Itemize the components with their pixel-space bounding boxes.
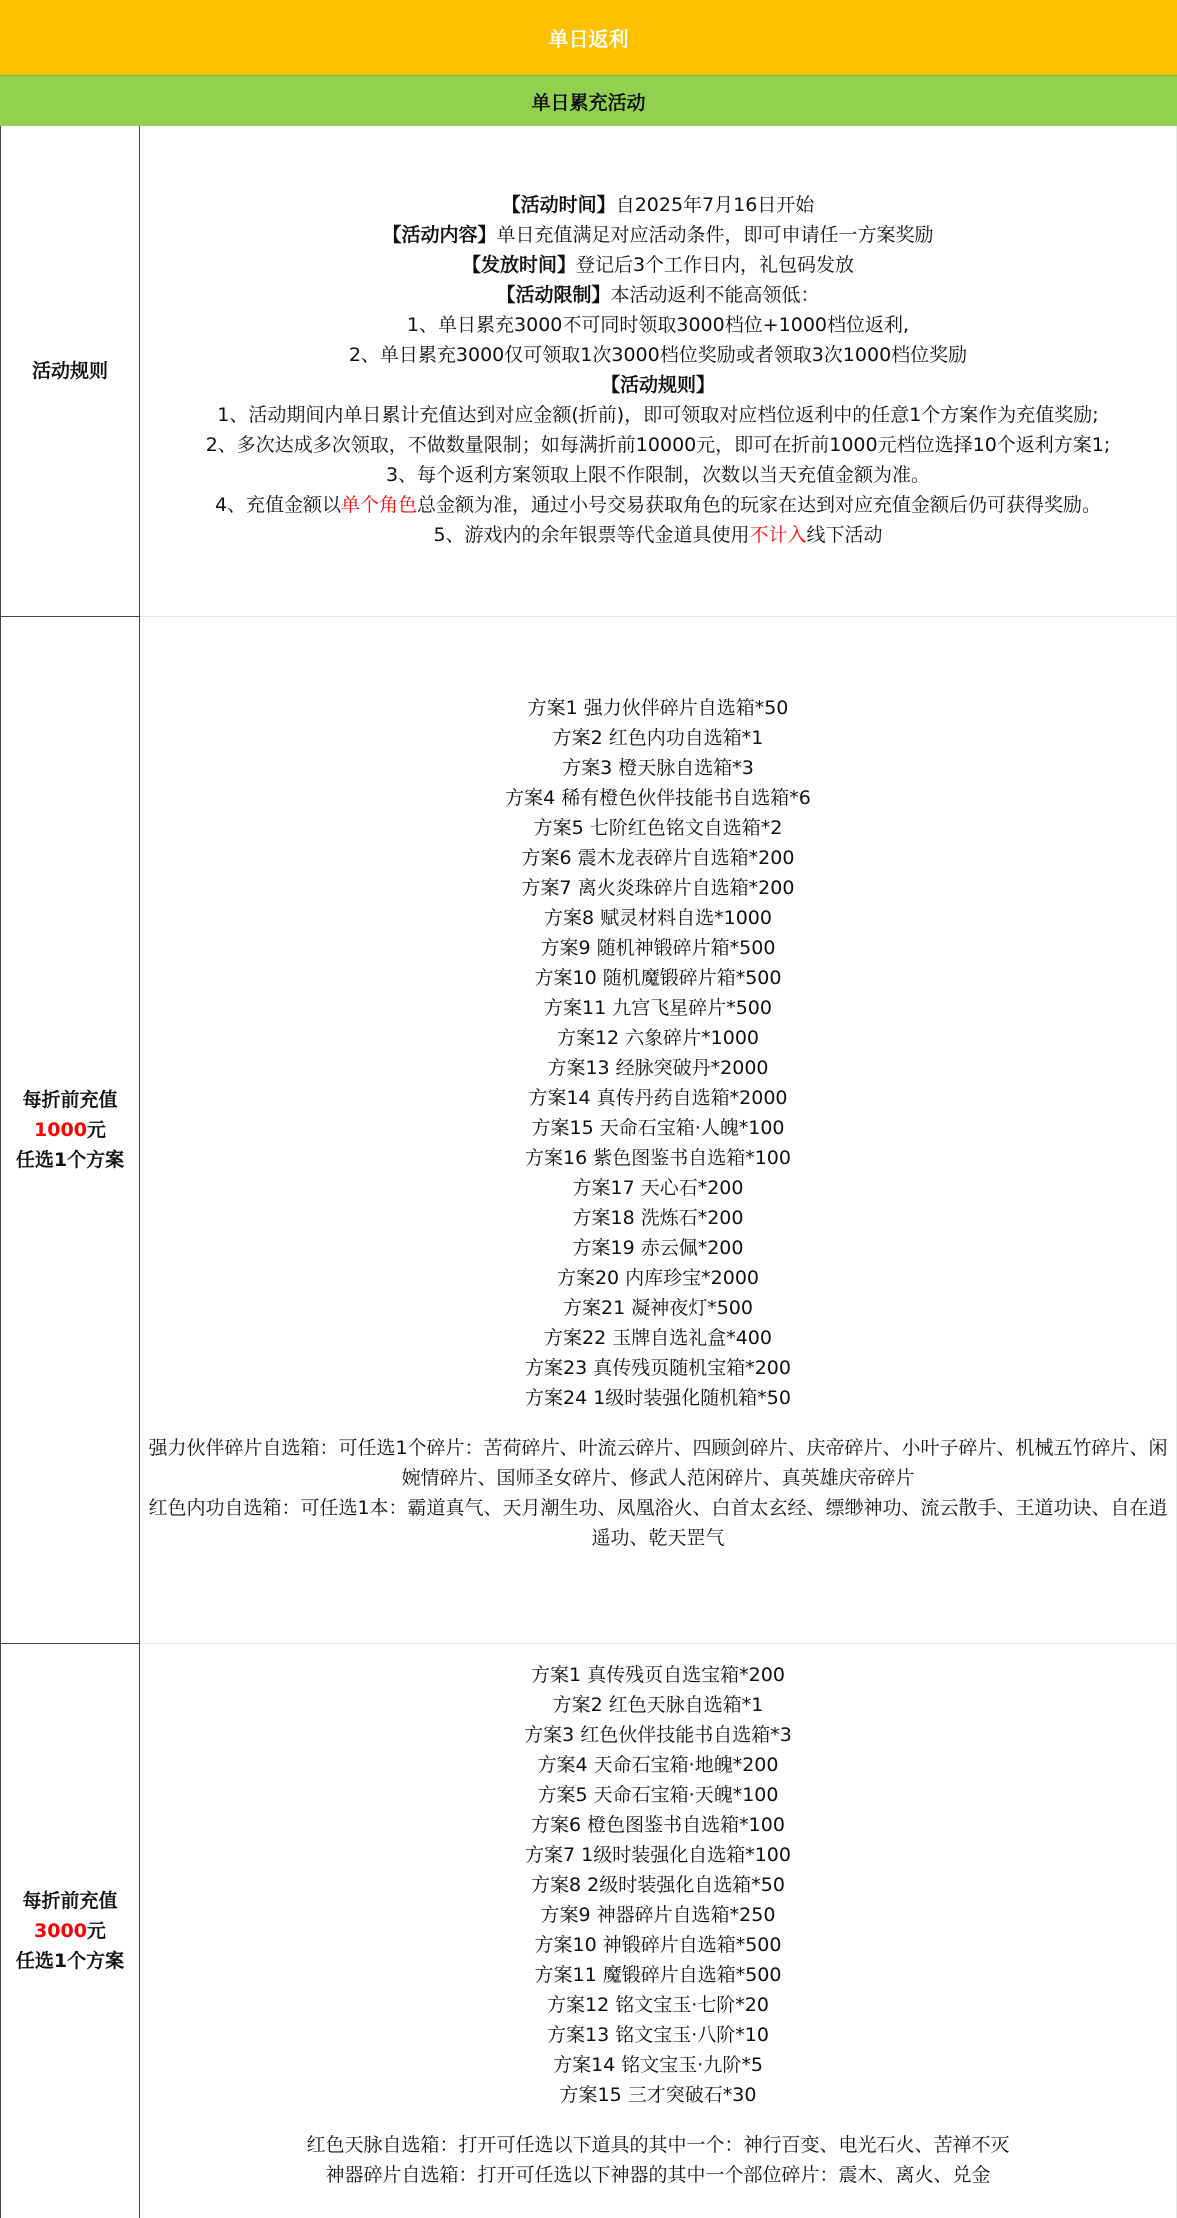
plan-item: 方案14 真传丹药自选箱*2000 <box>528 1087 788 1109</box>
plan-item: 方案3 橙天脉自选箱*3 <box>562 757 754 779</box>
plan-item: 方案8 2级时装强化自选箱*50 <box>531 1874 785 1896</box>
plan-item: 方案1 强力伙伴碎片自选箱*50 <box>527 697 789 719</box>
tier-3000-plan-list <box>140 1660 1176 2110</box>
plan-item: 方案19 赤云佩*200 <box>572 1237 744 1259</box>
plan-item: 方案11 魔锻碎片自选箱*500 <box>534 1964 782 1986</box>
tier-1000-label-top: 每折前充值 <box>22 1089 118 1111</box>
plan-item: 方案11 九宫飞星碎片*500 <box>544 997 772 1019</box>
rule-item-3: 3、每个返利方案领取上限不作限制，次数以当天充值金额为准。 <box>385 464 931 486</box>
plan-item: 方案24 1级时装强化随机箱*50 <box>525 1387 791 1409</box>
rule-issue: 【发放时间】登记后3个工作日内，礼包码发放 <box>461 254 855 276</box>
rule-item-1: 1、活动期间内单日累计充值达到对应金额(折前)，即可领取对应档位返利中的任意1个方案作为充值奖励; <box>217 404 1099 426</box>
plan-item: 方案6 震木龙表碎片自选箱*200 <box>521 847 795 869</box>
plan-item: 方案13 铭文宝玉·八阶*10 <box>547 2024 769 2046</box>
rule-item-2: 2、多次达成多次领取，不做数量限制；如每满折前10000元，即可在折前1000元档位选择10个返利方案1; <box>205 434 1111 456</box>
plan-item: 方案21 凝神夜灯*500 <box>563 1297 753 1319</box>
plan-item: 方案10 神锻碎片自选箱*500 <box>534 1934 782 1956</box>
plan-item: 方案14 铭文宝玉·九阶*5 <box>553 2054 763 2076</box>
section-title: 单日累充活动 <box>0 75 1177 128</box>
tier-1000-note-2: 红色内功自选箱：可任选1本：霸道真气、天月潮生功、凤凰浴火、白首太玄经、缥缈神功、流云散手、王道功诀、自在逍遥功、乾天罡气 <box>148 1497 1168 1549</box>
rule-item-4: 4、充值金额以单个角色总金额为准，通过小号交易获取角色的玩家在达到对应充值金额后仍可获得奖励。 <box>214 494 1102 516</box>
rules-label-cell <box>0 126 140 617</box>
tier-1000-plan-list <box>140 693 1176 1413</box>
page-title: 单日返利 <box>0 0 1177 75</box>
tier-1000-content-cell <box>140 617 1177 1644</box>
plan-item: 方案12 六象碎片*1000 <box>556 1027 760 1049</box>
plan-item: 方案4 稀有橙色伙伴技能书自选箱*6 <box>505 787 811 809</box>
rule-limit-1: 1、单日累充3000不可同时领取3000档位+1000档位返利, <box>406 314 910 336</box>
tier-3000-label-cell <box>0 1644 140 2218</box>
plan-item: 方案4 天命石宝箱·地魄*200 <box>537 1754 779 1776</box>
plan-item: 方案12 铭文宝玉·七阶*20 <box>547 1994 769 2016</box>
plan-item: 方案18 洗炼石*200 <box>572 1207 744 1229</box>
tier-1000-amount: 1000元 <box>34 1119 106 1141</box>
plan-item: 方案9 随机神锻碎片箱*500 <box>540 937 776 959</box>
plan-item: 方案8 赋灵材料自选*1000 <box>544 907 772 929</box>
plan-item: 方案7 离火炎珠碎片自选箱*200 <box>521 877 795 899</box>
tier-3000-note-2: 神器碎片自选箱：打开可任选以下神器的其中一个部位碎片：震木、离火、兑金 <box>325 2164 991 2186</box>
tier-3000-content-cell <box>140 1644 1177 2218</box>
rule-limit-2: 2、单日累充3000仅可领取1次3000档位奖励或者领取3次1000档位奖励 <box>348 344 968 366</box>
plan-item: 方案9 神器碎片自选箱*250 <box>540 1904 776 1926</box>
tier-3000-label-bottom: 任选1个方案 <box>15 1950 125 1972</box>
tier-3000-amount: 3000元 <box>34 1920 106 1942</box>
tier-1000-label-cell <box>0 617 140 1644</box>
plan-item: 方案5 天命石宝箱·天魄*100 <box>537 1784 779 1806</box>
rules-content-cell <box>140 126 1177 617</box>
plan-item: 方案5 七阶红色铭文自选箱*2 <box>533 817 783 839</box>
plan-item: 方案20 内库珍宝*2000 <box>556 1267 760 1289</box>
plan-item: 方案23 真传残页随机宝箱*200 <box>525 1357 791 1379</box>
plan-item: 方案22 玉牌自选礼盒*400 <box>544 1327 772 1349</box>
plan-item: 方案2 红色内功自选箱*1 <box>552 727 764 749</box>
plan-item: 方案13 经脉突破丹*2000 <box>547 1057 769 1079</box>
tier-3000-note-1: 红色天脉自选箱：打开可任选以下道具的其中一个：神行百变、电光石火、苦禅不灭 <box>306 2134 1010 2156</box>
plan-item: 方案10 随机魔锻碎片箱*500 <box>534 967 782 989</box>
tier-3000-label-top: 每折前充值 <box>22 1890 118 1912</box>
rules-label: 活动规则 <box>31 360 108 382</box>
plan-item: 方案2 红色天脉自选箱*1 <box>552 1694 764 1716</box>
plan-item: 方案7 1级时装强化自选箱*100 <box>525 1844 791 1866</box>
plan-item: 方案3 红色伙伴技能书自选箱*3 <box>524 1724 792 1746</box>
plan-item: 方案16 紫色图鉴书自选箱*100 <box>525 1147 791 1169</box>
plan-item: 方案17 天心石*200 <box>572 1177 744 1199</box>
plan-item: 方案15 三才突破石*30 <box>559 2084 757 2106</box>
plan-item: 方案6 橙色图鉴书自选箱*100 <box>531 1814 785 1836</box>
plan-item: 方案1 真传残页自选宝箱*200 <box>531 1664 785 1686</box>
rule-limit: 【活动限制】本活动返利不能高领低： <box>496 284 820 306</box>
tier-1000-label-bottom: 任选1个方案 <box>15 1149 125 1171</box>
rules-heading: 【活动规则】 <box>600 374 715 396</box>
plan-item: 方案15 天命石宝箱·人魄*100 <box>531 1117 785 1139</box>
tier-1000-note-1: 强力伙伴碎片自选箱：可任选1个碎片：苦荷碎片、叶流云碎片、四顾剑碎片、庆帝碎片、小叶子碎片、机械五竹碎片、闲婉情碎片、国师圣女碎片、修武人范闲碎片、真英雄庆帝碎片 <box>148 1437 1168 1489</box>
rule-time: 【活动时间】自2025年7月16日开始 <box>501 194 815 216</box>
rule-item-5: 5、游戏内的余年银票等代金道具使用不计入线下活动 <box>433 524 883 546</box>
rule-content: 【活动内容】单日充值满足对应活动条件，即可申请任一方案奖励 <box>382 224 934 246</box>
